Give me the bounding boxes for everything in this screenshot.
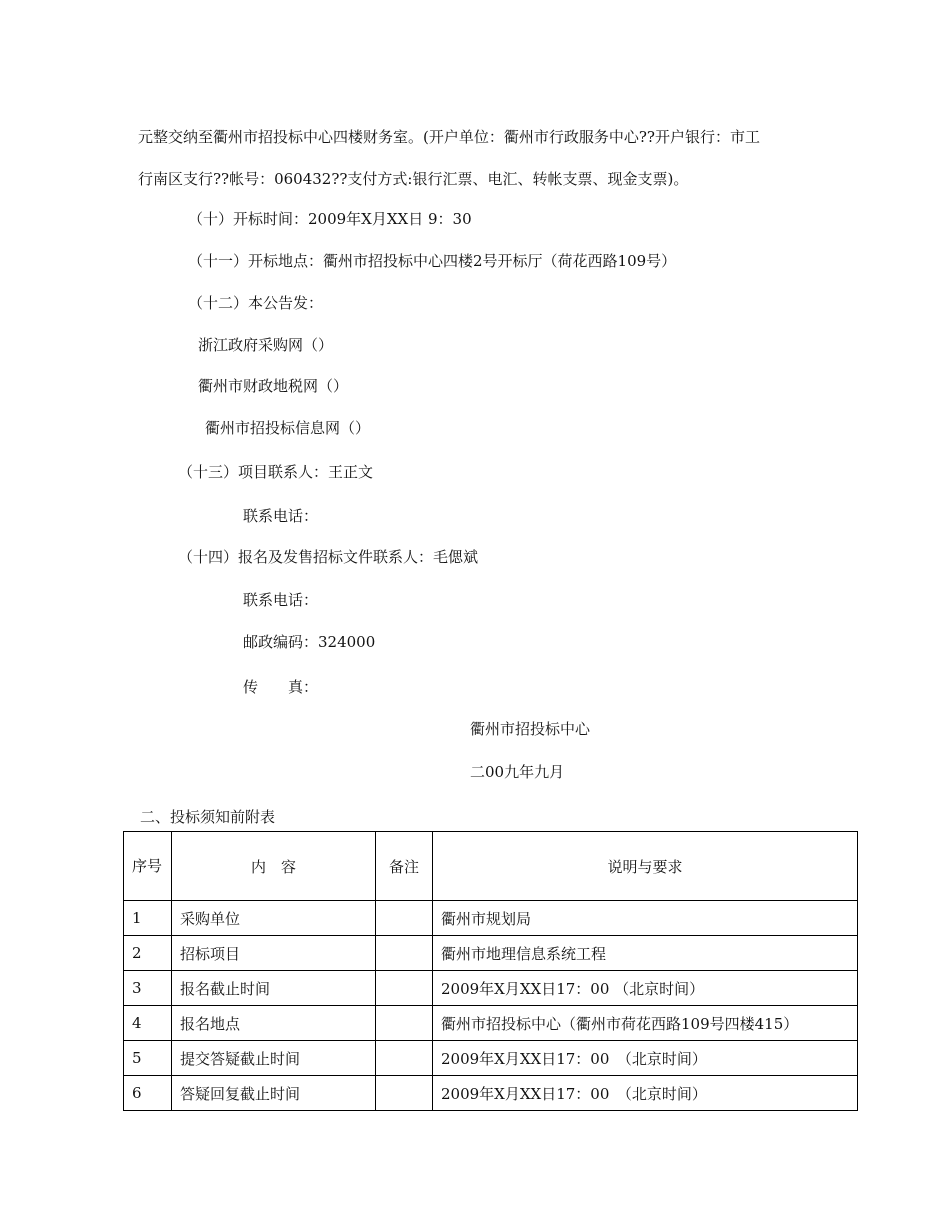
- table-row: [124, 1041, 858, 1076]
- header-item: 内 容: [172, 832, 376, 901]
- paragraph-fee-payment-line-1: 元整交纳至衢州市招投标中心四楼财务室。(开户单位：衢州市行政服务中心??开户银行：市工: [138, 128, 760, 146]
- cell-note: [376, 936, 433, 971]
- cell-item: 报名地点: [172, 1006, 376, 1041]
- cell-note: [376, 1041, 433, 1076]
- section-title: 二、投标须知前附表: [140, 808, 276, 826]
- header-note: 备注: [376, 832, 433, 901]
- paragraph-fee-payment-line-2: 行南区支行??帐号：060432??支付方式:银行汇票、电汇、转帐支票、现金支票)。: [138, 170, 689, 188]
- opening-time: （十）开标时间：2009年X月XX日 9：30: [188, 210, 472, 228]
- cell-note: [376, 901, 433, 936]
- cell-item: 采购单位: [172, 901, 376, 936]
- table-row: [124, 971, 858, 1006]
- registration-contact-phone: 联系电话：: [243, 591, 319, 609]
- bidding-requirements-table: [123, 831, 858, 1111]
- cell-item: 报名截止时间: [172, 971, 376, 1006]
- table-row: [124, 936, 858, 971]
- publish-site-bidding-info: 衢州市招投标信息网（）: [205, 419, 371, 437]
- postal-code: 邮政编码：324000: [243, 633, 376, 651]
- publish-site-zhejiang: 浙江政府采购网（）: [198, 336, 334, 354]
- cell-note: [376, 1006, 433, 1041]
- cell-description: 2009年X月XX日17：00 （北京时间）: [433, 1076, 858, 1111]
- opening-location: （十一）开标地点：衢州市招投标中心四楼2号开标厅（荷花西路109号）: [188, 252, 677, 270]
- header-seq: 序号: [124, 832, 172, 901]
- project-contact-phone: 联系电话：: [243, 507, 319, 525]
- cell-seq: 2: [124, 936, 172, 971]
- cell-seq: 4: [124, 1006, 172, 1041]
- header-description: 说明与要求: [433, 832, 858, 901]
- table-row: [124, 1006, 858, 1041]
- registration-contact: （十四）报名及发售招标文件联系人：毛偲斌: [178, 548, 479, 566]
- cell-description: 2009年X月XX日17：00 （北京时间）: [433, 971, 858, 1006]
- cell-seq: 6: [124, 1076, 172, 1111]
- announcement-publish-heading: （十二）本公告发：: [188, 294, 324, 312]
- table-header-row: [124, 832, 858, 901]
- cell-seq: 5: [124, 1041, 172, 1076]
- cell-seq: 1: [124, 901, 172, 936]
- cell-seq: 3: [124, 971, 172, 1006]
- publish-site-finance-tax: 衢州市财政地税网（）: [198, 377, 349, 395]
- cell-item: 答疑回复截止时间: [172, 1076, 376, 1111]
- fax: 传 真：: [243, 678, 319, 696]
- project-contact: （十三）项目联系人：王正文: [178, 463, 374, 481]
- cell-note: [376, 1076, 433, 1111]
- cell-item: 招标项目: [172, 936, 376, 971]
- cell-note: [376, 971, 433, 1006]
- cell-description: 衢州市规划局: [433, 901, 858, 936]
- table-row: [124, 901, 858, 936]
- table-row: [124, 1076, 858, 1111]
- issuer-name: 衢州市招投标中心: [470, 720, 591, 738]
- cell-description: 衢州市招投标中心（衢州市荷花西路109号四楼415）: [433, 1006, 858, 1041]
- cell-item: 提交答疑截止时间: [172, 1041, 376, 1076]
- issue-date: 二00九年九月: [470, 763, 565, 781]
- cell-description: 2009年X月XX日17：00 （北京时间）: [433, 1041, 858, 1076]
- cell-description: 衢州市地理信息系统工程: [433, 936, 858, 971]
